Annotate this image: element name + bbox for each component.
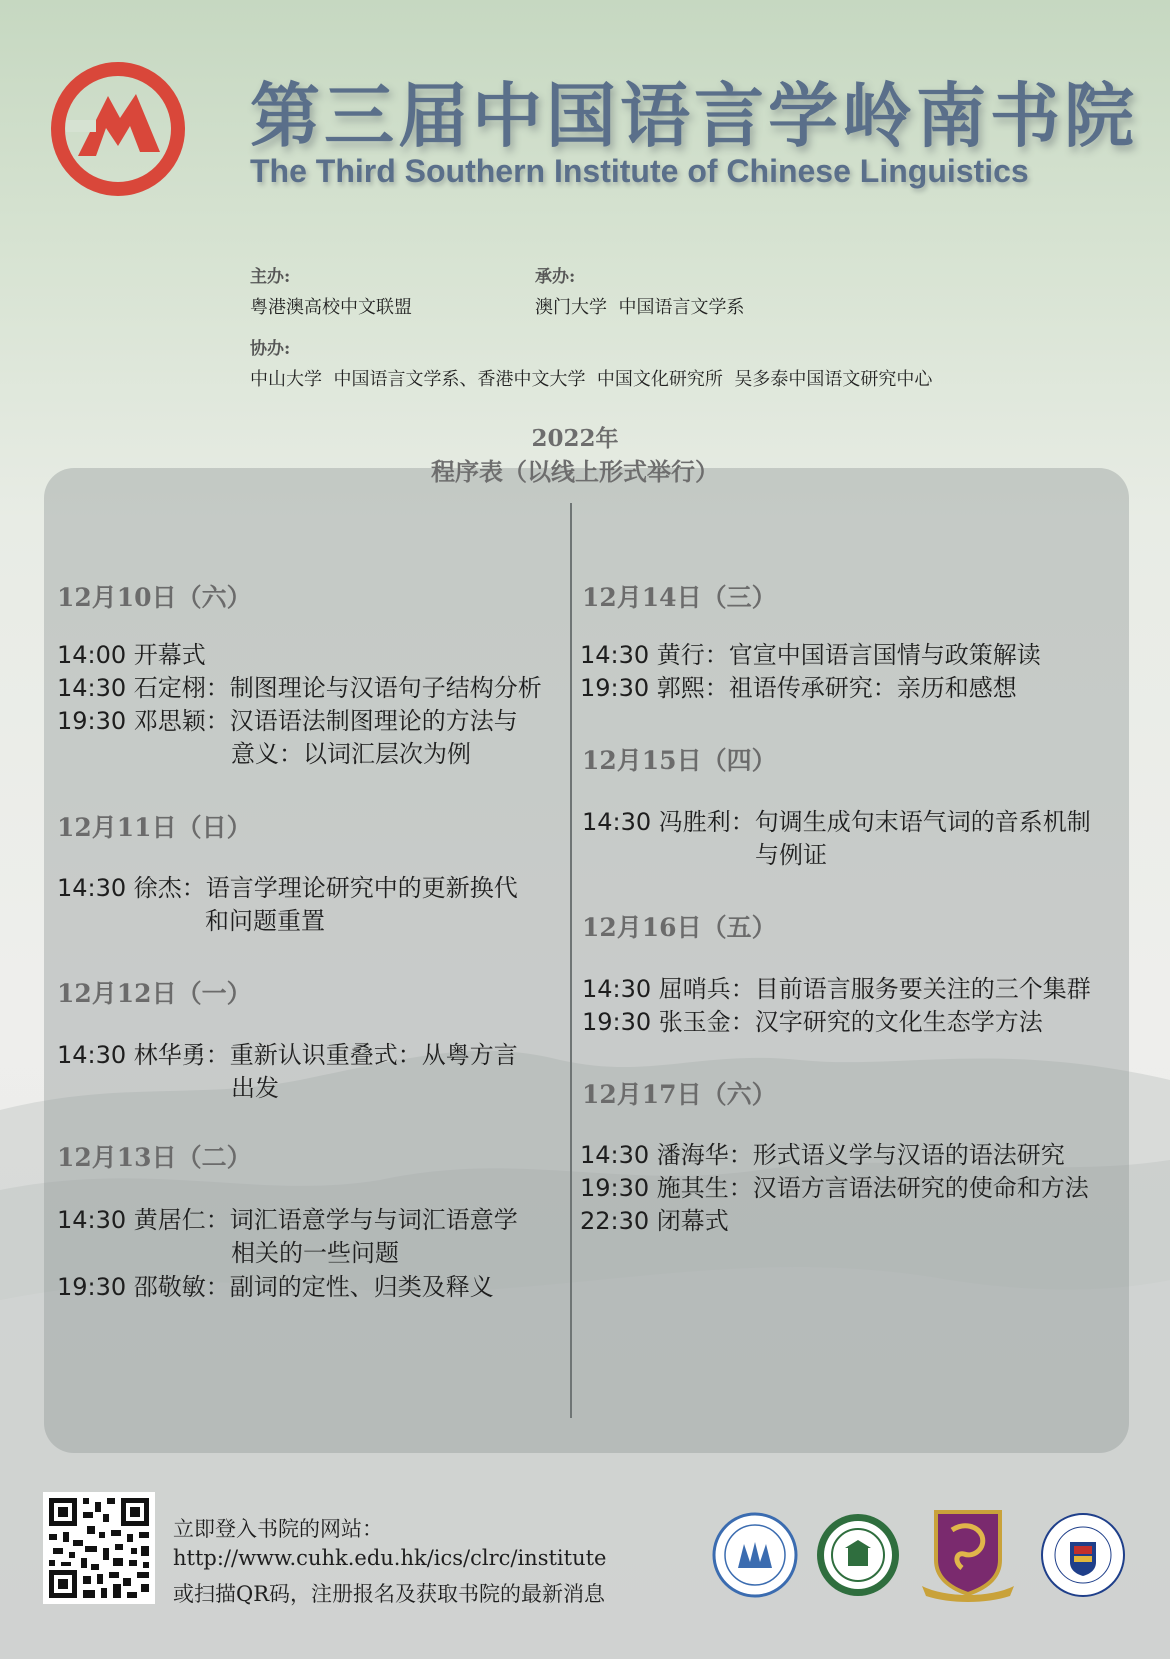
event-item: 14:30 黄行：官宣中国语言国情与政策解读: [580, 641, 1041, 669]
event-item: 14:30 黄居仁：词汇语意学与与词汇语意学: [57, 1206, 518, 1234]
sysu-seal-icon: [815, 1512, 901, 1598]
day-heading: 12月13日（二）: [57, 1143, 252, 1172]
co-label: 协办:: [250, 339, 291, 359]
schedule-panel: [44, 468, 1129, 1453]
undertaker-value: 澳门大学 中国语言文学系: [535, 297, 745, 318]
day-heading: 12月14日（三）: [582, 583, 777, 612]
website-link[interactable]: http://www.cuhk.edu.hk/ics/clrc/institute: [173, 1546, 607, 1570]
title-english: The Third Southern Institute of Chinese Linguistics: [250, 153, 1029, 189]
event-item: 14:30 冯胜利：句调生成句末语气词的音系机制: [582, 808, 1091, 836]
year: 2022年: [531, 425, 619, 452]
undertaker-org: [535, 262, 744, 319]
event-item: 19:30 邓思颖：汉语语法制图理论的方法与: [57, 707, 518, 735]
day-heading: 12月15日（四）: [582, 746, 777, 775]
day-heading: 12月11日（日）: [57, 813, 252, 842]
event-item: 14:30 石定栩：制图理论与汉语句子结构分析: [57, 674, 542, 702]
event-item-continuation: 相关的一些问题: [231, 1239, 399, 1267]
institute-logo-icon: [48, 56, 188, 202]
host-label: 主办:: [250, 267, 291, 287]
schedule-subtitle: 程序表（以线上形式举行）: [431, 457, 719, 486]
event-item: 22:30 闭幕式: [580, 1207, 729, 1235]
event-item: 14:30 潘海华：形式语义学与汉语的语法研究: [580, 1141, 1065, 1169]
umacau-seal-icon: [1040, 1512, 1126, 1598]
host-value: 粤港澳高校中文联盟: [250, 297, 412, 318]
day-heading: 12月16日（五）: [582, 913, 777, 942]
event-item-continuation: 与例证: [755, 841, 827, 869]
day-heading: 12月10日（六）: [57, 583, 252, 612]
event-item: 14:00 开幕式: [57, 641, 206, 669]
qr-instruction: 或扫描QR码，注册报名及获取书院的最新消息: [173, 1582, 606, 1606]
gdhkmo-university-seal-icon: [712, 1512, 798, 1598]
cuhk-seal-icon: [916, 1506, 1020, 1602]
event-item-continuation: 和问题重置: [205, 907, 325, 935]
event-item: 19:30 邵敬敏：副词的定性、归类及释义: [57, 1273, 494, 1301]
co-org: [250, 334, 932, 391]
event-item: 14:30 徐杰：语言学理论研究中的更新换代: [57, 874, 518, 902]
title-chinese: 第三届中国语言学岭南书院: [250, 75, 1138, 157]
event-item: 19:30 张玉金：汉字研究的文化生态学方法: [582, 1008, 1043, 1036]
event-item-continuation: 出发: [231, 1074, 279, 1102]
undertaker-label: 承办:: [535, 267, 576, 287]
event-item: 19:30 郭熙：祖语传承研究：亲历和感想: [580, 674, 1017, 702]
event-item: 14:30 屈哨兵：目前语言服务要关注的三个集群: [582, 975, 1091, 1003]
event-item-continuation: 意义：以词汇层次为例: [231, 740, 471, 768]
website-intro: 立即登入书院的网站：: [173, 1517, 383, 1541]
host-org: [250, 262, 412, 319]
day-heading: 12月17日（六）: [582, 1080, 777, 1109]
day-heading: 12月12日（一）: [57, 979, 252, 1008]
qr-code-icon[interactable]: [43, 1492, 155, 1604]
co-value: 中山大学 中国语言文学系、香港中文大学 中国文化研究所 吴多泰中国语文研究中心: [250, 369, 933, 390]
event-item: 14:30 林华勇：重新认识重叠式：从粤方言: [57, 1041, 518, 1069]
column-divider: [570, 503, 572, 1418]
event-item: 19:30 施其生：汉语方言语法研究的使命和方法: [580, 1174, 1089, 1202]
